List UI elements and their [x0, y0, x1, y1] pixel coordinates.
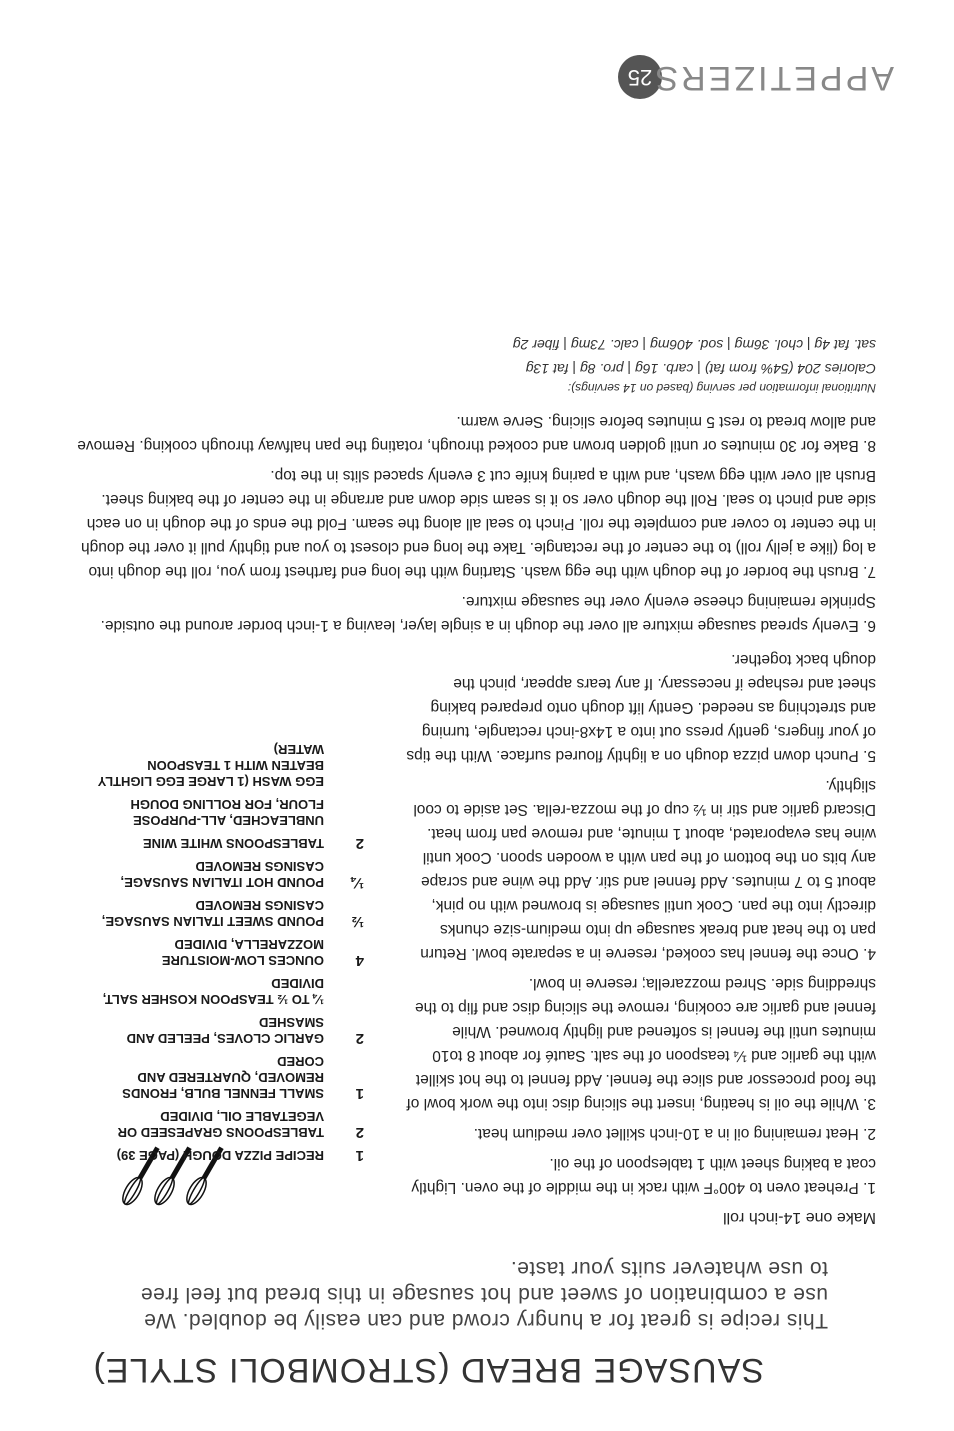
step-4: 4. Once the fennel has cooked, reserve in a separate bowl. Return pan to the heat and break sausage up into medium-size chunks directly into the pan. Cook until sausage is browned with no pink, about 5 to 7 minutes. Add fennel and stir. Add the wine and scrape any bits on the bottom of the pan with a wooden spoon. Cook until wine has evaporated, about 1 minute, and remove pan from heat. Discard garlic and stir in ½ cup of the mozza-rella. Set aside to cool slightly. — [413, 777, 876, 962]
step-7: 7. Brush the border of the dough with the egg wash. Starting with the long end farthest from you, roll the dough into a log (like a jelly roll) to the center of the rectangle. Take the long end closest to you and tightly pull it over the dough in the center to cover and complete the roll. Pinch to seal all along the seam. Fold the ends of the dough in on each side and pinch to seal. Roll the dough over so it is seam side down and arrange in the center of the baking sheet. Brush all over with egg wash, and with a paring knife cut 3 evenly spaced slits in the top. — [81, 467, 876, 580]
method-steps — [406, 641, 876, 1199]
ingredient-item: 1 RECIPE PIZZA DOUGH (PAGE 39) — [116, 1147, 364, 1164]
recipe-title: SAUSAGE BREAD (STROMBOLI STYLE) — [92, 1351, 764, 1389]
nutrition-heading: Nutritional information per serving (based on 14 servings): — [567, 381, 876, 395]
page-header — [614, 51, 894, 101]
ingredient-item: 2 TABLESPOONS GRAPESEED OR VEGETABLE OIL, DIVIDED — [117, 1109, 364, 1141]
ingredient-item: EGG WASH (1 LARGE EGG LIGHTLY BEATEN WITH 1 TEASPOON WATER) — [97, 742, 324, 789]
ingredient-item: UNBLEACHED, ALL-PURPOSE FLOUR, FOR ROLLING DOUGH — [130, 797, 324, 828]
recipe-yield: Make one 14-inch roll — [723, 1209, 876, 1226]
ingredient-item: 2 GARLIC CLOVES, PEELED AND SMASHED — [126, 1015, 364, 1047]
step-2: 2. Heat remaining oil in a 10-inch skillet over medium heat. — [473, 1125, 876, 1142]
step-3: 3. While the oil is heating, insert the slicing disc into the work bowl of the food processor and slice the fennel. Add fennel to the hot skillet with the garlic and ¼ teaspoon of the salt. Sauté for about 8 to10 minutes until the fennel is softened and lightly browned. While fennel and garlic are cooking, remove the slicing disc and flip to the shredding side. Shred mozzarella; reserve in bowl. — [406, 975, 876, 1112]
section-title: APPETIZERS — [652, 59, 894, 97]
recipe-intro: This recipe is great for a hungry crowd and can easily be doubled. We use a combination of sweet and hot sausage in this bread but feel free to use whatever suits your taste. — [140, 1257, 828, 1332]
ingredient-item: 1 SMALL FENNEL BULB, FRONDS REMOVED, QUARTERED AND CORED — [122, 1054, 364, 1102]
nutrition-line-1: Calories 204 (54% from fat) | carb. 16g | pro. 8g | fat 13g — [525, 361, 876, 377]
ingredient-item: ¼ TO ½ TEASPOON KOSHER SALT, DIVIDED — [102, 976, 324, 1007]
ingredient-item: ½ POUND SWEET ITALIAN SAUSAGE, CASINGS REMOVED — [101, 898, 364, 930]
ingredient-item: 2 TABLESPOONS WHITE WINE — [142, 835, 364, 852]
nutrition-info — [76, 333, 876, 395]
ingredient-item: 4 OUNCES LOW-MOISTURE MOZZARELLA, DIVIDED — [161, 937, 364, 969]
step-1: 1. Preheat oven to 400°F with rack in the middle of the oven. Lightly coat a baking sheet with 1 tablespoon of the oil. — [411, 1155, 876, 1196]
page-number-badge: 25 — [618, 55, 662, 99]
step-6: 6. Evenly spread sausage mixture all over the dough in a single layer, leaving a 1-inch border around the outside. Sprinkle remaining cheese evenly over the sausage mixture. — [100, 593, 876, 634]
nutrition-line-2: sat. fat 4g | chol. 36mg | sod. 406mg | calc. 73mg | fiber 2g — [512, 337, 876, 353]
step-5: 5. Punch down pizza dough on a lightly floured surface. With the tips of your fingers, gently press out into a 14x8-inch rectangle, turning and stretching as needed. Gently lift dough onto prepared baking sheet and reshape if necessary. If any tears appear, pinch the dough back together. — [406, 651, 876, 764]
step-8: 8. Bake for 30 minutes or until golden brown and cooked through, rotating the pan halfway through cooking. Remove and allow bread to rest 5 minutes before slicing. Serve warm. — [77, 413, 876, 454]
ingredient-item: ¼ POUND HOT ITALIAN SAUSAGE, CASINGS REMOVED — [120, 859, 364, 891]
ingredients-list — [84, 734, 364, 1163]
